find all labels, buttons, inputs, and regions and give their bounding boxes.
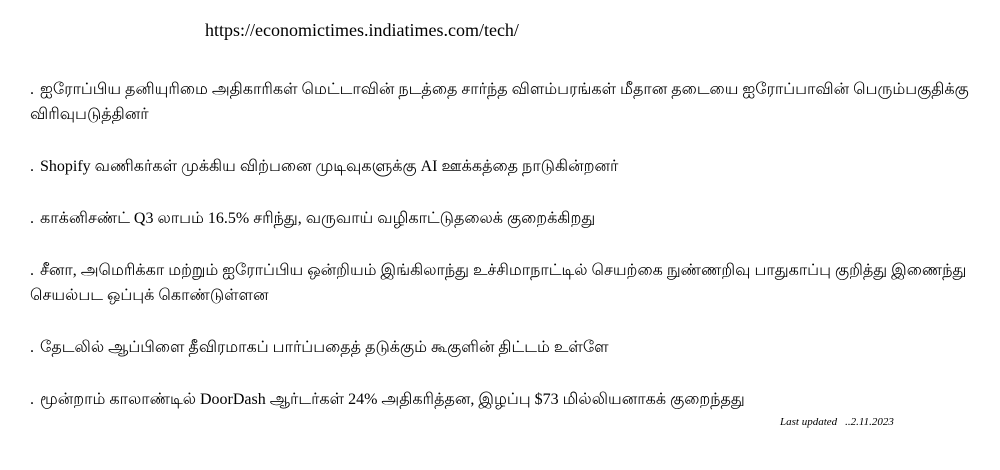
last-updated-date: ..2.11.2023 (845, 416, 894, 428)
headline-item (30, 206, 970, 231)
headline-item (30, 387, 970, 412)
headline-text: மூன்றாம் காலாண்டில் DoorDash ஆர்டர்கள் 24% அதிகரித்தன, இழப்பு $73 மில்லியனாகக் குறைந்தது (40, 391, 745, 408)
headline-item (30, 154, 970, 179)
headline-item (30, 258, 970, 308)
headline-list (30, 77, 970, 439)
headline-item (30, 335, 970, 360)
headline-item (30, 77, 970, 127)
bullet: . (30, 262, 34, 279)
last-updated-label: Last updated (780, 416, 838, 428)
headline-text: Shopify வணிகர்கள் முக்கிய விற்பனை முடிவுகளுக்கு AI ஊக்கத்தை நாடுகின்றனர் (40, 158, 619, 175)
headline-text: தேடலில் ஆப்பிளை தீவிரமாகப் பார்ப்பதைத் தடுக்கும் கூகுளின் திட்டம் உள்ளே (40, 339, 609, 356)
last-updated (780, 416, 894, 428)
source-url[interactable]: https://economictimes.indiatimes.com/tech/ (205, 20, 519, 40)
bullet: . (30, 81, 34, 98)
bullet: . (30, 391, 34, 408)
headline-text: சீனா, அமெரிக்கா மற்றும் ஐரோப்பிய ஒன்றியம் இங்கிலாந்து உச்சிமாநாட்டில் செயற்கை நுண்ணறிவு பாதுகாப்பு குறித்து இணைந்து செயல்பட ஒப்புக் கொண்டுள்ளன (30, 262, 967, 304)
bullet: . (30, 339, 34, 356)
bullet: . (30, 210, 34, 227)
bullet: . (30, 158, 34, 175)
headline-text: ஐரோப்பிய தனியுரிமை அதிகாரிகள் மெட்டாவின் நடத்தை சார்ந்த விளம்பரங்கள் மீதான தடையை ஐரோப்பாவின் பெரும்பகுதிக்கு விரிவுபடுத்தினர் (30, 81, 969, 123)
headline-text: காக்னிசண்ட் Q3 லாபம் 16.5% சரிந்து, வருவாய் வழிகாட்டுதலைக் குறைக்கிறது (40, 210, 596, 227)
